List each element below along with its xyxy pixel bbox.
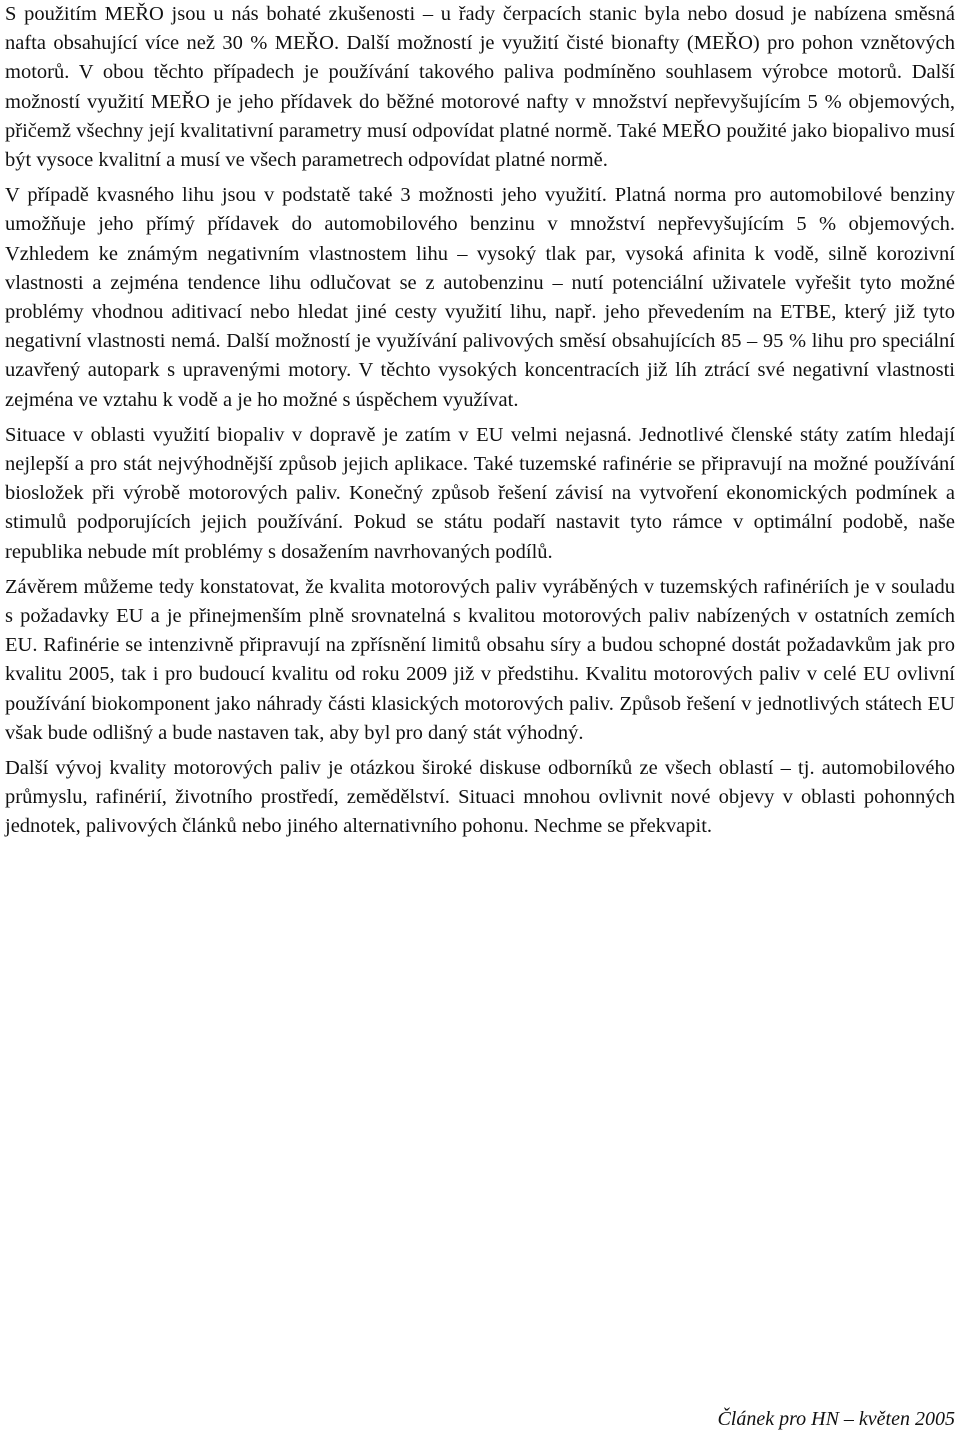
paragraph-eu-situation: Situace v oblasti využití biopaliv v dopravě je zatím v EU velmi nejasná. Jednotlivé členské státy zatím hledají nejlepší a pro stát nejvýhodnější způsob jejich aplikace. Také tuzemské rafinérie se připravují na možné používání biosložek při výrobě motorových paliv. Konečný způsob řešení závisí na vytvoření ekonomických podmínek a stimulů podporujících jejich používání. Pokud se státu podaří nastavit tyto rámce v optimální podobě, naše republika nebude mít problémy s dosažením navrhovaných podílů. [5,423,955,563]
paragraph-ethanol: V případě kvasného lihu jsou v podstatě také 3 možnosti jeho využití. Platná norma pro automobilové benziny umožňuje jeho přímý přídavek do automobilového benzinu v množství nepřevyšujícím 5 % objemových. Vzhledem ke známým negativním vlastnostem lihu – vysoký tlak par, vysoká afinita k vodě, silně korozivní vlastnosti a zejména tendence lihu odlučovat se z autobenzinu – nutí potenciální uživatele vyřešit tyto možné problémy vhodnou aditivací nebo hledat jiné cesty využití lihu, např. jeho převedením na ETBE, který již tyto negativní vlastnosti nemá. Další možností je využívání palivových směsí obsahujících 85 – 95 % lihu pro speciální uzavřený autopark s upravenými motory. V těchto vysokých koncentracích již líh ztrácí své negativní vlastnosti zejména ve vztahu k vodě a je ho možné s úspěchem využívat. [5,184,955,411]
paragraph-conclusion: Závěrem můžeme tedy konstatovat, že kvalita motorových paliv vyráběných v tuzemských rafinériích je v souladu s požadavky EU a je přinejmenším plně srovnatelná s kvalitou motorových paliv nabízených v ostatních zemích EU. Rafinérie se intenzivně připravují na zpřísnění limitů obsahu síry a budou schopné dostát požadavkům jak pro kvalitu 2005, tak i pro budoucí kvalitu od roku 2009 již v předstihu. Kvalitu motorových paliv v celé EU ovlivní používání biokomponent jako náhrady části klasických motorových paliv. Způsob řešení v jednotlivých státech EU však bude odlišný a bude nastaven tak, aby byl pro daný stát výhodný. [5,575,955,744]
document-body [5,0,955,848]
page-footer: Článek pro HN – květen 2005 [717,1408,955,1430]
paragraph-meo: S použitím MEŘO jsou u nás bohaté zkušenosti – u řady čerpacích stanic byla nebo dosud je nabízena směsná nafta obsahující více než 30 % MEŘO. Další možností je využití čisté bionafty (MEŘO) pro pohon vznětových motorů. V obou těchto případech je používání takového paliva podmíněno souhlasem výrobce motorů. Další možností využití MEŘO je jeho přídavek do běžné motorové nafty v množství nepřevyšujícím 5 % objemových, přičemž všechny její kvalitativní parametry musí odpovídat platné normě. Také MEŘO použité jako biopalivo musí být vysoce kvalitní a musí ve všech parametrech odpovídat platné normě. [5,3,955,172]
paragraph-outlook: Další vývoj kvality motorových paliv je otázkou široké diskuse odborníků ze všech oblastí – tj. automobilového průmyslu, rafinérií, životního prostředí, zemědělství. Situaci mnohou ovlivnit nové objevy v oblasti pohonných jednotek, palivových článků nebo jiného alternativního pohonu. Nechme se překvapit. [5,757,955,838]
